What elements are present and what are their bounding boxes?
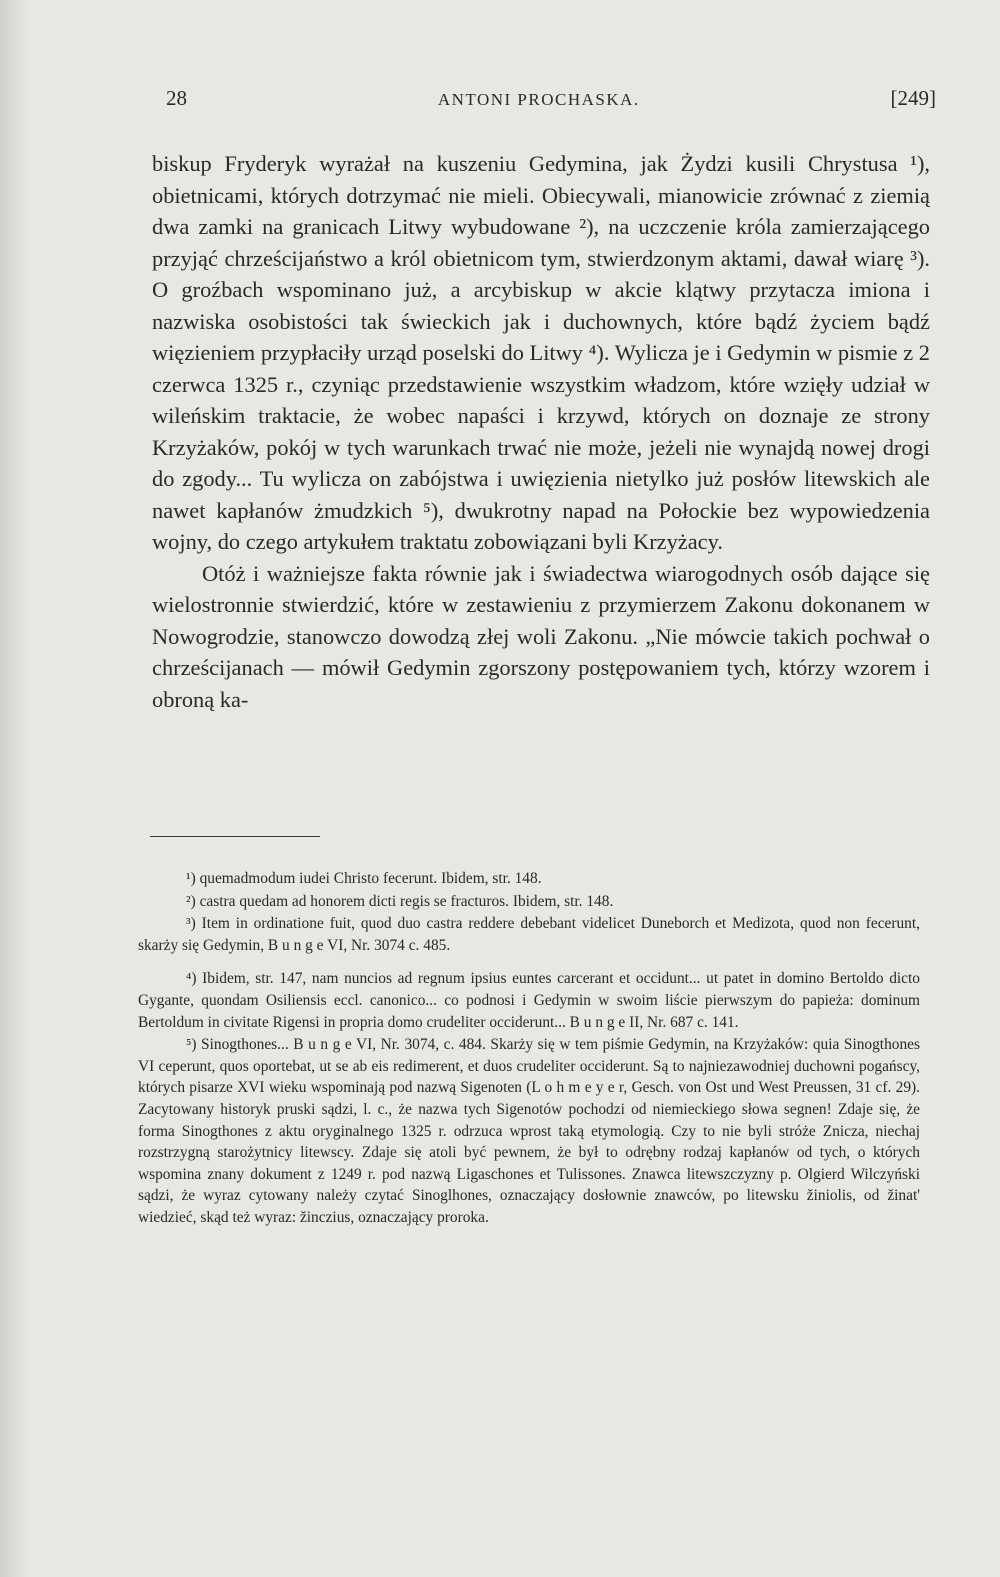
- footnote-rule: [150, 836, 320, 837]
- paragraph: biskup Fryderyk wyrażał na kuszeniu Gedymina, jak Żydzi kusili Chrystusa ¹), obietnicami, których dotrzymać nie mieli. Obiecywali, mianowicie zrównać z ziemią dwa zamki na granicach Litwy wybudowane ²), na uczczenie króla zamierzającego przyjąć chrześcijaństwo a król obietnicom tym, stwierdzonym aktami, dawał wiarę ³). O groźbach wspominano już, a arcybiskup w akcie klątwy przytacza imiona i nazwiska osobistości tak świeckich jak i duchownych, które bądź życiem bądź więzieniem przypłaciły urząd poselski do Litwy ⁴). Wylicza je i Gedymin w pismie z 2 czerwca 1325 r., czyniąc przedstawienie wszystkim władzom, które wzięły udział w wileńskim traktacie, że wobec napaści i krzywd, których on doznaje ze strony Krzyżaków, pokój w tych warunkach trwać nie może, jeżeli nie wynajdą nowej drogi do zgody... Tu wylicza on zabójstwa i uwięzienia nietylko już posłów litewskich ale nawet kapłanów żmudzkich ⁵), dwukrotny napad na Połockie bez wypowiedzenia wojny, do czego artykułem traktatu zobowiązani byli Krzyżacy.: [152, 151, 930, 554]
- running-head: [166, 86, 936, 116]
- running-title: ANTONI PROCHASKA.: [437, 90, 640, 109]
- footnote: ³) Item in ordinatione fuit, quod duo castra reddere debebant videlicet Duneborch et Medizota, quod non fecerunt, skarży się Gedymin, B u n g e VI, Nr. 3074 c. 485.: [138, 915, 920, 954]
- footnote: ⁵) Sinogthones... B u n g e VI, Nr. 3074, c. 484. Skarży się w tem piśmie Gedymin, na Krzyżaków: quia Sinogthones VI ceperunt, quos oportebat, ut se ab eis redimerent, et duos crudeliter occiderunt. Są to najniezawodniej duchowni pogańscy, których pisarze XVI wieku wspominają pod nazwą Sigenoten (L o h m e y e r, Gesch. von Ost und West Preussen, 31 cf. 29). Zacytowany historyk pruski sądzi, l. c., że nazwa tych Sigenotów pochodzi od niemieckiego słowa segnen! Zdaje się, że forma Sinogthones z aktu oryginalnego 1325 r. odrzuca wprost taką etymologią. Czy to nie byli stróże Znicza, niechaj rozstrzygną starożytnicy litewscy. Zdaje się atoli być pewnem, że był to odrębny rodzaj kapłanów od tych, o których wspomina znany dokument z 1249 r. pod nazwą Ligaschones et Tulissones. Znawca litewszczyzny p. Olgierd Wilczyński sądzi, że wyraz cytowany należy czytać Sinoglhones, oznaczający dosłownie znawców, po litewsku žiniolis, od žinat' wiedzieć, skąd też wyraz: žinczius, oznaczający proroka.: [138, 1036, 920, 1226]
- page-number: 28: [166, 86, 187, 110]
- bracket-page-number: [249]: [890, 86, 936, 110]
- footnote: ¹) quemadmodum iudei Christo fecerunt. Ibidem, str. 148.: [186, 870, 542, 887]
- footnotes: [138, 868, 920, 1230]
- footnote: ²) castra quedam ad honorem dicti regis se fracturos. Ibidem, str. 148.: [186, 892, 614, 910]
- page-edge-shadow: [0, 0, 28, 1577]
- paragraph: Otóż i ważniejsze fakta równie jak i świadectwa wiarogodnych osób dające się wielostronnie stwierdzić, które w zestawieniu z przymierzem Zakonu dokonanem w Nowogrodzie, stanowczo dowodzą złej woli Zakonu. „Nie mówcie takich pochwał o chrześcijanach — mówił Gedymin zgorszony postępowaniem tych, którzy wzorem i obroną ka-: [152, 560, 930, 712]
- footnote: ⁴) Ibidem, str. 147, nam nuncios ad regnum ipsius euntes carcerant et occidunt... ut patet in domino Bertoldo dicto Gygante, quondam Osiliensis eccl. canonico... co podnosi i Gedymin w swoim liście pierwszym do papieża: dominum Bertoldum in civitate Rigensi in propria domo crudeliter occiderunt... B u n g e II, Nr. 687 c. 141.: [138, 970, 920, 1031]
- main-text: [152, 148, 930, 715]
